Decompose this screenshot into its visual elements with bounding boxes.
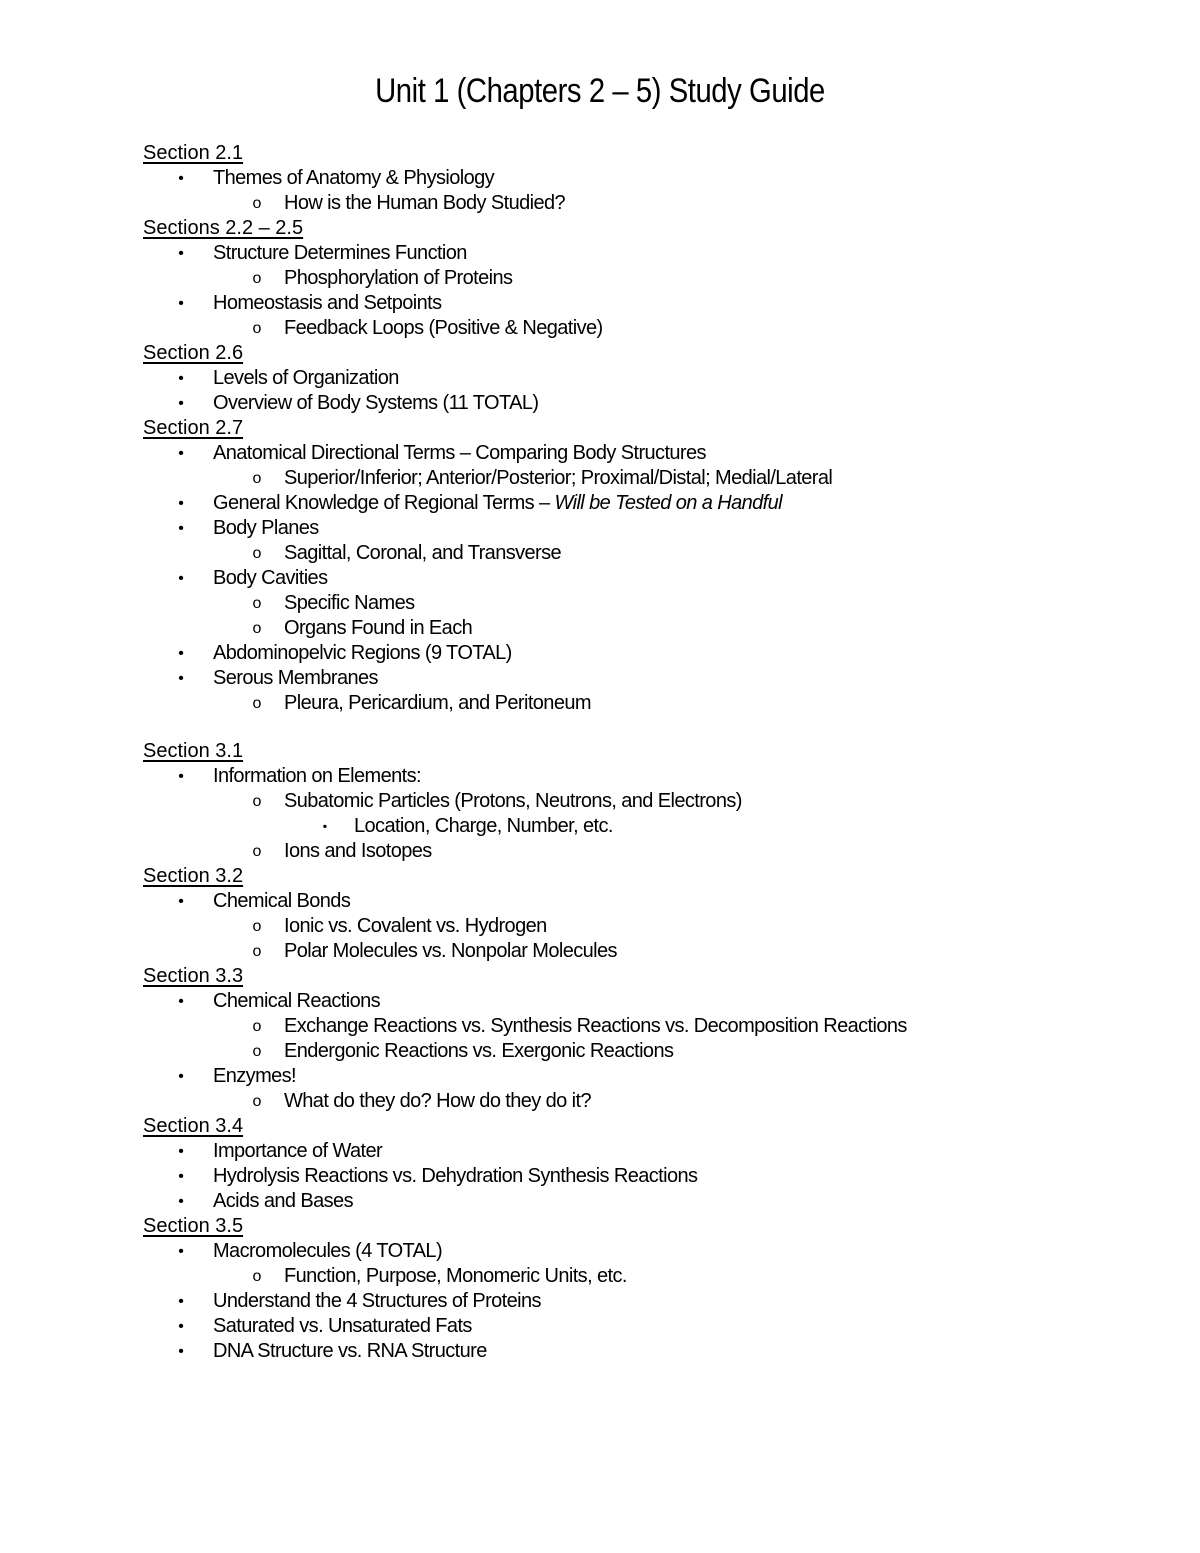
section-heading <box>143 1114 1143 1139</box>
square-bullet-icon: ▪ <box>322 819 328 833</box>
disc-bullet-icon: • <box>178 170 184 187</box>
section-heading <box>143 1214 1143 1239</box>
disc-bullet-icon: • <box>178 395 184 412</box>
disc-bullet-icon: • <box>178 1143 184 1160</box>
disc-bullet-icon: • <box>178 1343 184 1360</box>
study-guide-outline <box>143 141 1143 1364</box>
sub-list-item: o What do they do? How do they do it? <box>252 1090 591 1112</box>
section-heading <box>143 416 1143 441</box>
sub-list-item: o How is the Human Body Studied? <box>252 192 566 214</box>
disc-bullet-icon: • <box>178 670 184 687</box>
sub-list-item: o Superior/Inferior; Anterior/Posterior; Proximal/Distal; Medial/Lateral <box>252 467 833 489</box>
circle-bullet-icon: o <box>252 793 262 810</box>
disc-bullet-icon: • <box>178 1193 184 1210</box>
sub-list-item: o Subatomic Particles (Protons, Neutrons, and Electrons) <box>252 790 742 812</box>
disc-bullet-icon: • <box>178 245 184 262</box>
section-heading <box>143 341 1143 366</box>
sub-list-item: o Phosphorylation of Proteins <box>252 267 513 289</box>
list-item: • Anatomical Directional Terms – Comparing Body Structures <box>143 441 1143 466</box>
disc-bullet-icon: • <box>178 1068 184 1085</box>
section-heading <box>143 216 1143 241</box>
circle-bullet-icon: o <box>252 620 262 637</box>
circle-bullet-icon: o <box>252 270 262 287</box>
sub-list-item: o Polar Molecules vs. Nonpolar Molecules <box>252 940 617 962</box>
disc-bullet-icon: • <box>178 1168 184 1185</box>
section-heading-text: Section 3.2 <box>143 865 244 887</box>
disc-bullet-icon: • <box>178 520 184 537</box>
circle-bullet-icon: o <box>252 843 262 860</box>
sub-sub-list-item: ▪ Location, Charge, Number, etc. <box>143 814 1143 839</box>
list-item: • Enzymes! <box>143 1064 1143 1089</box>
sub-list-item: o Function, Purpose, Monomeric Units, etc. <box>252 1265 627 1287</box>
circle-bullet-icon: o <box>252 695 262 712</box>
section-heading <box>143 964 1143 989</box>
disc-bullet-icon: • <box>178 645 184 662</box>
sub-list-item: o Ions and Isotopes <box>252 840 432 862</box>
circle-bullet-icon: o <box>252 595 262 612</box>
circle-bullet-icon: o <box>252 1043 262 1060</box>
list-item: • General Knowledge of Regional Terms – Will be Tested on a Handful <box>143 491 1143 516</box>
section-heading-text: Sections 2.2 – 2.5 <box>143 217 304 239</box>
list-item: • Understand the 4 Structures of Proteins <box>143 1289 1143 1314</box>
section-heading-text: Section 2.7 <box>143 417 244 439</box>
list-item: • Serous Membranes <box>143 666 1143 691</box>
list-item: • DNA Structure vs. RNA Structure <box>143 1339 1143 1364</box>
disc-bullet-icon: • <box>178 370 184 387</box>
circle-bullet-icon: o <box>252 943 262 960</box>
circle-bullet-icon: o <box>252 918 262 935</box>
section-heading <box>143 739 1143 764</box>
section-heading <box>143 864 1143 889</box>
list-item: • Abdominopelvic Regions (9 TOTAL) <box>143 641 1143 666</box>
sub-list-item: o Exchange Reactions vs. Synthesis Reactions vs. Decomposition Reactions <box>252 1015 907 1037</box>
circle-bullet-icon: o <box>252 1018 262 1035</box>
circle-bullet-icon: o <box>252 545 262 562</box>
disc-bullet-icon: • <box>178 993 184 1010</box>
disc-bullet-icon: • <box>178 495 184 512</box>
section-heading-text: Section 3.3 <box>143 965 244 987</box>
disc-bullet-icon: • <box>178 893 184 910</box>
disc-bullet-icon: • <box>178 570 184 587</box>
sub-list-item: o Organs Found in Each <box>252 617 473 639</box>
list-item: • Chemical Bonds <box>143 889 1143 914</box>
list-item: • Information on Elements: <box>143 764 1143 789</box>
list-item: • Body Cavities <box>143 566 1143 591</box>
document-title: Unit 1 (Chapters 2 – 5) Study Guide <box>375 72 825 110</box>
disc-bullet-icon: • <box>178 768 184 785</box>
circle-bullet-icon: o <box>252 470 262 487</box>
list-item: • Importance of Water <box>143 1139 1143 1164</box>
list-item: • Structure Determines Function <box>143 241 1143 266</box>
circle-bullet-icon: o <box>252 1268 262 1285</box>
list-item: • Macromolecules (4 TOTAL) <box>143 1239 1143 1264</box>
circle-bullet-icon: o <box>252 1093 262 1110</box>
sub-list-item: o Ionic vs. Covalent vs. Hydrogen <box>252 915 547 937</box>
sub-list-item: o Specific Names <box>252 592 415 614</box>
disc-bullet-icon: • <box>178 445 184 462</box>
sub-list-item: o Sagittal, Coronal, and Transverse <box>252 542 562 564</box>
list-item: • Body Planes <box>143 516 1143 541</box>
disc-bullet-icon: • <box>178 1243 184 1260</box>
list-item: • Hydrolysis Reactions vs. Dehydration Synthesis Reactions <box>143 1164 1143 1189</box>
list-item: • Homeostasis and Setpoints <box>143 291 1143 316</box>
section-heading-text: Section 2.1 <box>143 142 244 164</box>
section-heading-text: Section 3.1 <box>143 740 244 762</box>
list-item: • Overview of Body Systems (11 TOTAL) <box>143 391 1143 416</box>
sub-list-item: o Pleura, Pericardium, and Peritoneum <box>252 692 591 714</box>
section-heading-text: Section 3.4 <box>143 1115 244 1137</box>
section-heading <box>143 141 1143 166</box>
sub-list-item: o Endergonic Reactions vs. Exergonic Reactions <box>252 1040 674 1062</box>
tested-note: Will be Tested on a Handful <box>554 492 782 514</box>
list-item: • Acids and Bases <box>143 1189 1143 1214</box>
section-heading-text: Section 3.5 <box>143 1215 244 1237</box>
circle-bullet-icon: o <box>252 320 262 337</box>
list-item: • Chemical Reactions <box>143 989 1143 1014</box>
circle-bullet-icon: o <box>252 195 262 212</box>
sub-list-item: o Feedback Loops (Positive & Negative) <box>252 317 603 339</box>
list-item: • Themes of Anatomy & Physiology <box>143 166 1143 191</box>
disc-bullet-icon: • <box>178 295 184 312</box>
disc-bullet-icon: • <box>178 1318 184 1335</box>
section-heading-text: Section 2.6 <box>143 342 244 364</box>
disc-bullet-icon: • <box>178 1293 184 1310</box>
list-item: • Saturated vs. Unsaturated Fats <box>143 1314 1143 1339</box>
list-item: • Levels of Organization <box>143 366 1143 391</box>
